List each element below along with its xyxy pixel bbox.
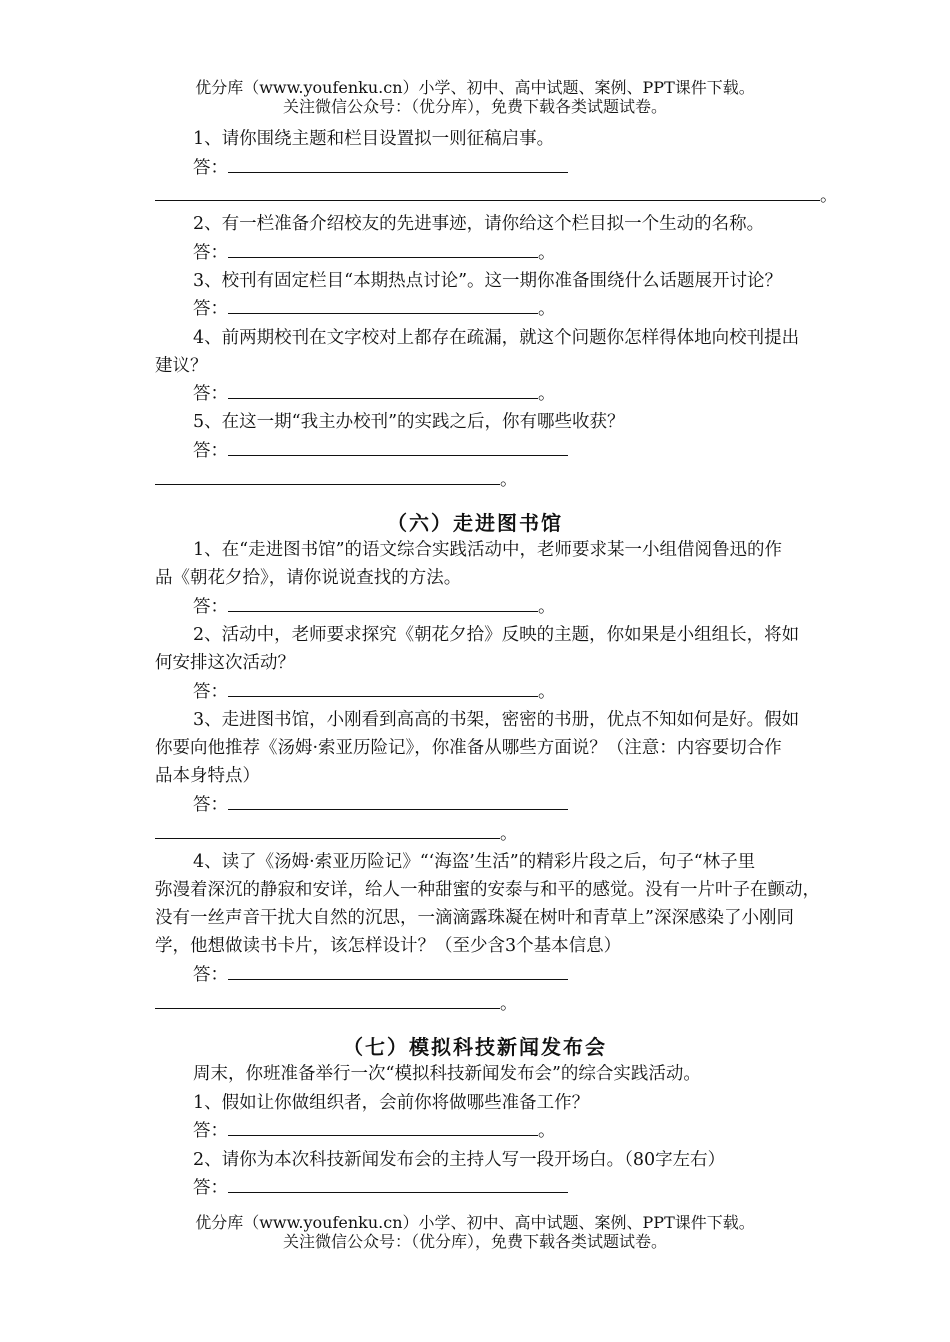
- answer-row: [193, 678, 556, 706]
- p5-question-4-line-2: 建议？: [155, 356, 208, 376]
- answer-row: [193, 239, 556, 267]
- s6-question-4-line-1: 4、读了《汤姆·索亚历险记》“‘海盗’生活”的精彩片段之后，句子“林子里: [193, 852, 756, 872]
- end-mark: 。: [500, 994, 518, 1014]
- answer-blank[interactable]: [228, 678, 538, 697]
- answer-continuation-line: [155, 990, 518, 1018]
- answer-row: [193, 961, 568, 989]
- answer-blank[interactable]: [155, 466, 500, 485]
- header-line-2: 关注微信公众号：（优分库），免费下载各类试题试卷。: [282, 97, 667, 116]
- p5-question-3: 3、校刊有固定栏目“本期热点讨论”。这一期你准备围绕什么话题展开讨论？: [193, 271, 783, 291]
- s6-question-1-line-2: 品《朝花夕拾》，请你说说查找的方法。: [155, 568, 462, 588]
- end-mark: 。: [820, 186, 838, 206]
- answer-row: [193, 437, 568, 465]
- answer-row: [193, 791, 568, 819]
- answer-blank[interactable]: [228, 1174, 568, 1193]
- end-mark: 。: [538, 597, 556, 617]
- answer-label: 答：: [193, 597, 228, 617]
- p5-question-1: 1、请你围绕主题和栏目设置拟一则征稿启事。: [193, 129, 555, 149]
- answer-blank[interactable]: [228, 791, 568, 810]
- p5-question-5: 5、在这一期“我主办校刊”的实践之后，你有哪些收获？: [193, 412, 625, 432]
- s6-question-1-line-1: 1、在“走进图书馆”的语文综合实践活动中，老师要求某一小组借阅鲁迅的作: [193, 540, 783, 560]
- s6-question-3-line-3: 品本身特点）: [155, 766, 260, 786]
- answer-blank[interactable]: [228, 154, 568, 173]
- s6-question-2-line-1: 2、活动中，老师要求探究《朝花夕拾》反映的主题，你如果是小组组长，将如: [193, 625, 800, 645]
- answer-blank[interactable]: [155, 990, 500, 1009]
- answer-label: 答：: [193, 1121, 228, 1141]
- answer-continuation-line: [155, 466, 518, 494]
- answer-blank[interactable]: [155, 182, 820, 201]
- header-line-1: 优分库（www.youfenku.cn）小学、初中、高中试题、案例、PPT课件下载。: [195, 78, 755, 97]
- s6-question-4-line-4: 学，他想做读书卡片，该怎样设计？（至少含3个基本信息）: [155, 936, 622, 956]
- answer-row: [193, 380, 556, 408]
- s7-intro: 周末，你班准备举行一次“模拟科技新闻发布会”的综合实践活动。: [193, 1064, 701, 1084]
- end-mark: 。: [500, 470, 518, 490]
- answer-blank[interactable]: [228, 239, 538, 258]
- answer-continuation-line: [155, 182, 838, 210]
- s6-question-4-line-3: 没有一丝声音干扰大自然的沉思，一滴滴露珠凝在树叶和青草上”深深感染了小刚同: [155, 908, 794, 928]
- answer-blank[interactable]: [228, 295, 538, 314]
- section-6-title: （六）走进图书馆: [387, 511, 563, 535]
- answer-label: 答：: [193, 243, 228, 263]
- answer-label: 答：: [193, 682, 228, 702]
- s6-question-4-line-2: 弥漫着深沉的静寂和安详，给人一种甜蜜的安泰与和平的感觉。没有一片叶子在颤动，: [155, 880, 820, 900]
- answer-label: 答：: [193, 441, 228, 461]
- end-mark: 。: [538, 1121, 556, 1141]
- answer-row: [193, 1174, 568, 1202]
- p5-question-2: 2、有一栏准备介绍校友的先进事迹，请你给这个栏目拟一个生动的名称。: [193, 214, 765, 234]
- answer-label: 答：: [193, 795, 228, 815]
- answer-label: 答：: [193, 965, 228, 985]
- s6-question-3-line-2: 你要向他推荐《汤姆·索亚历险记》，你准备从哪些方面说？（注意：内容要切合作: [155, 738, 782, 758]
- answer-label: 答：: [193, 1178, 228, 1198]
- answer-label: 答：: [193, 158, 228, 178]
- end-mark: 。: [538, 682, 556, 702]
- answer-blank[interactable]: [228, 593, 538, 612]
- answer-blank[interactable]: [228, 1117, 538, 1136]
- s7-question-2: 2、请你为本次科技新闻发布会的主持人写一段开场白。（80字左右）: [193, 1150, 726, 1170]
- section-7-title: （七）模拟科技新闻发布会: [343, 1035, 607, 1059]
- answer-label: 答：: [193, 384, 228, 404]
- p5-question-4-line-1: 4、前两期校刊在文字校对上都存在疏漏，就这个问题你怎样得体地向校刊提出: [193, 328, 800, 348]
- answer-blank[interactable]: [155, 820, 500, 839]
- answer-row: [193, 1117, 556, 1145]
- answer-row: [193, 593, 556, 621]
- end-mark: 。: [538, 299, 556, 319]
- footer-line-2: 关注微信公众号：（优分库），免费下载各类试题试卷。: [282, 1232, 667, 1251]
- footer-line-1: 优分库（www.youfenku.cn）小学、初中、高中试题、案例、PPT课件下载。: [195, 1213, 755, 1232]
- end-mark: 。: [500, 824, 518, 844]
- answer-continuation-line: [155, 820, 518, 848]
- end-mark: 。: [538, 243, 556, 263]
- answer-label: 答：: [193, 299, 228, 319]
- answer-row: [193, 295, 556, 323]
- answer-blank[interactable]: [228, 437, 568, 456]
- end-mark: 。: [538, 384, 556, 404]
- answer-blank[interactable]: [228, 380, 538, 399]
- s7-question-1: 1、假如让你做组织者，会前你将做哪些准备工作？: [193, 1093, 590, 1113]
- s6-question-3-line-1: 3、走进图书馆，小刚看到高高的书架，密密的书册，优点不知如何是好。假如: [193, 710, 800, 730]
- s6-question-2-line-2: 何安排这次活动？: [155, 653, 295, 673]
- answer-row: [193, 154, 568, 182]
- answer-blank[interactable]: [228, 961, 568, 980]
